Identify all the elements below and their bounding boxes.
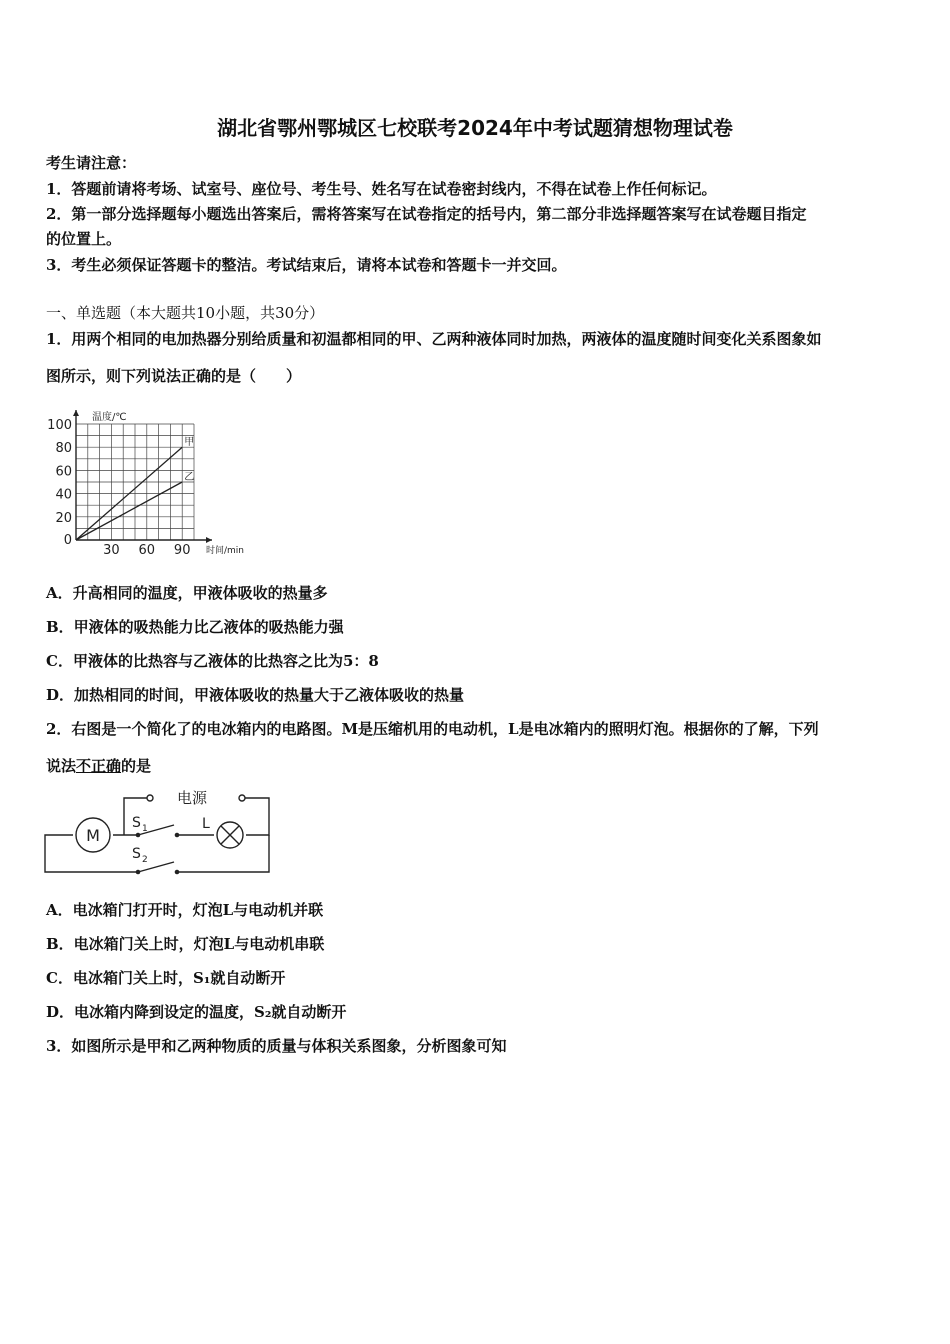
q2-stem-underlined: 不正确 [76, 757, 122, 775]
page-title: 湖北省鄂州鄂城区七校联考2024年中考试题猜想物理试卷 [217, 116, 733, 140]
wire-right-bottom [177, 835, 269, 872]
y-tick-label: 80 [55, 441, 72, 457]
notice-item-2: 2．第一部分选择题每小题选出答案后，需将答案写在试卷指定的括号内，第二部分非选择题答案写在试卷题目指定 [46, 205, 807, 223]
x-tick-label: 90 [173, 543, 191, 557]
power-terminal-left [147, 795, 153, 801]
s1-label: S [132, 815, 141, 831]
section-heading: 一、单选题（本大题共10小题，共30分） [46, 304, 325, 322]
q1-stem-line2: 图所示，则下列说法正确的是（ ） [46, 367, 302, 385]
y-tick-label: 60 [55, 464, 72, 480]
x-tick-label: 60 [138, 543, 156, 557]
q2-stem-line2 [46, 755, 151, 776]
q2-option-c: C．电冰箱门关上时，S₁就自动断开 [46, 969, 286, 987]
q3-stem: 3．如图所示是甲和乙两种物质的质量与体积关系图象，分析图象可知 [46, 1037, 507, 1055]
series-line-2 [76, 482, 182, 540]
notice-item-2-continued: 的位置上。 [46, 230, 122, 248]
y-tick-label: 20 [55, 510, 72, 526]
s2-subscript: 2 [142, 855, 148, 865]
switch-s1-contact [175, 833, 180, 838]
q2-option-b: B．电冰箱门关上时，灯泡L与电动机串联 [46, 935, 325, 953]
q1-stem-line1: 1．用两个相同的电加热器分别给质量和初温都相同的甲、乙两种液体同时加热，两液体的温度随时间变化关系图象如 [46, 330, 822, 348]
lamp-label: L [202, 816, 210, 832]
q2-option-d: D．电冰箱内降到设定的温度，S₂就自动断开 [46, 1003, 347, 1021]
notice-heading: 考生请注意： [46, 154, 137, 172]
notice-item-1: 1．答题前请将考场、试室号、座位号、考生号、姓名写在试卷密封线内，不得在试卷上作任何标记。 [46, 180, 717, 198]
y-axis-arrow [73, 410, 79, 416]
series-label-2: 乙 [184, 472, 195, 483]
q2-option-a: A．电冰箱门打开时，灯泡L与电动机并联 [46, 901, 324, 919]
q1-option-b: B．甲液体的吸热能力比乙液体的吸热能力强 [46, 618, 344, 636]
wire-lamp-power [245, 798, 269, 835]
q1-option-c: C．甲液体的比热容与乙液体的比热容之比为5：8 [46, 652, 379, 670]
s1-subscript: 1 [142, 824, 148, 834]
switch-s1-pivot [136, 833, 141, 838]
notice-item-3: 3．考生必须保证答题卡的整洁。考试结束后，请将本试卷和答题卡一并交回。 [46, 256, 567, 274]
x-axis-arrow [206, 537, 212, 543]
q2-stem-line1: 2．右图是一个简化了的电冰箱内的电路图。M是压缩机用的电动机，L是电冰箱内的照明灯泡。根据你的了解，下列 [46, 720, 819, 738]
q2-stem-suffix: 的是 [121, 757, 152, 775]
y-tick-label: 40 [55, 487, 72, 503]
y-tick-label: 100 [47, 418, 72, 433]
s2-label: S [132, 846, 141, 862]
fridge-circuit-diagram [40, 785, 285, 880]
q1-option-a: A．升高相同的温度，甲液体吸收的热量多 [46, 584, 328, 602]
x-tick-label: 0 [63, 533, 72, 548]
temperature-time-chart [44, 402, 244, 557]
x-tick-label: 30 [103, 543, 120, 557]
switch-s2-pivot [136, 870, 141, 875]
chart-grid [76, 424, 194, 540]
switch-s2-contact [175, 870, 180, 875]
motor-label: M [86, 826, 100, 845]
q1-option-d: D．加热相同的时间，甲液体吸收的热量大于乙液体吸收的热量 [46, 686, 465, 704]
series-label-1: 甲 [184, 437, 195, 449]
power-label: 电源 [177, 789, 208, 807]
q2-stem-prefix: 说法 [46, 757, 77, 775]
power-terminal-right [239, 795, 245, 801]
x-axis-label: 时间/min [206, 546, 244, 556]
y-axis-label: 温度/℃ [92, 412, 127, 423]
